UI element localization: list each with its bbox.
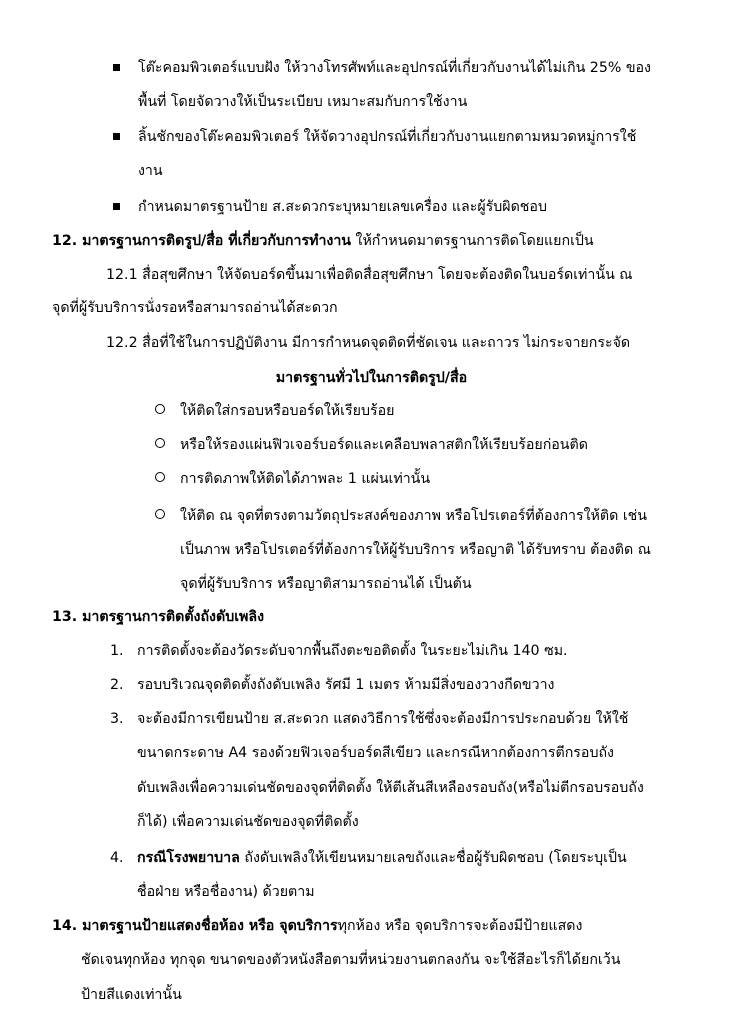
bullet-text: โต๊ะคอมพิวเตอร์แบบฝัง ให้วางโทรศัพท์และอุปกรณ์ที่เกี่ยวกับงานได้ไม่เกิน 25% ของ [138,60,651,76]
item-number: 3. [110,711,124,727]
hospital-case-label: กรณีโรงพยาบาล [137,850,240,866]
numbered-item-cont: ชื่อฝ่าย หรือชื่องาน) ด้วยตาม [137,884,315,900]
numbered-item-text [137,848,627,868]
section-12-heading: 12. มาตรฐานการติดรูป/สื่อ ที่เกี่ยวกับการทำงาน [52,233,352,249]
list-item-cont: จุดที่ผู้รับบริการ หรือญาติสามารถอ่านได้ เป็นต้น [180,576,472,592]
numbered-item-cont: ก็ได้) เพื่อความเด่นชัดของจุดที่ติดตั้ง [137,814,359,830]
paragraph-12-1: 12.1 สื่อสุขศึกษา ให้จัดบอร์ดขึ้นมาเพื่อติดสื่อสุขศึกษา โดยจะต้องติดในบอร์ดเท่านั้น ณ [106,267,633,283]
numbered-item-cont: ขนาดกระดาษ A4 รองด้วยฟิวเจอร์บอร์ดสีเขียว และกรณีหากต้องการตีกรอบถัง [137,745,614,761]
bullet-text: พื้นที่ โดยจัดวางให้เป็นระเบียบ เหมาะสมกับการใช้งาน [138,94,468,110]
section-14-heading-rest: ทุกห้อง หรือ จุดบริการจะต้องมีป้ายแสดง [337,918,583,934]
item-number: 2. [110,677,124,693]
list-item: การติดภาพให้ติดได้ภาพละ 1 แผ่นเท่านั้น [180,471,431,487]
section-12-heading-rest: ให้กำหนดมาตรฐานการติดโดยแยกเป็น [355,233,594,249]
list-item: หรือให้รองแผ่นฟิวเจอร์บอร์ดและเคลือบพลาสติกให้เรียบร้อยก่อนติด [180,437,588,453]
section-12-heading-line [52,231,594,251]
square-bullet-icon [113,133,120,140]
circle-bullet-icon [155,472,165,482]
paragraph-12-2: 12.2 สื่อที่ใช้ในการปฏิบัติงาน มีการกำหนดจุดติดที่ชัดเจน และถาวร ไม่กระจายกระจัด [106,335,631,351]
section-14-heading: 14. มาตรฐานป้ายแสดงชื่อห้อง หรือ จุดบริการ [52,918,338,934]
section-14-line [52,916,582,936]
section-13-heading: 13. มาตรฐานการติดตั้งถังดับเพลิง [52,609,265,625]
square-bullet-icon [113,64,120,71]
list-item-cont: เป็นภาพ หรือโปรเตอร์ที่ต้องการให้ผู้รับบริการ หรือญาติ ได้รับทราบ ต้องติด ณ [180,542,651,558]
bullet-text: งาน [138,163,163,179]
circle-bullet-icon [155,404,165,414]
numbered-item-text: การติดตั้งจะต้องวัดระดับจากพื้นถึงตะขอติดตั้ง ในระยะไม่เกิน 140 ซม. [137,643,568,659]
item-number: 4. [110,850,124,866]
section-14-text: ป้ายสีแดงเท่านั้น [81,987,182,1003]
numbered-item-text: จะต้องมีการเขียนป้าย ส.สะดวก แสดงวิธีการใช้ซึ่งจะต้องมีการประกอบด้วย ให้ใช้ [137,711,629,727]
bullet-text: ลิ้นชักของโต๊ะคอมพิวเตอร์ ให้จัดวางอุปกรณ์ที่เกี่ยวกับงานแยกตามหมวดหมู่การใช้ [138,129,637,145]
list-item: ให้ติดใส่กรอบหรือบอร์ดให้เรียบร้อย [180,403,395,419]
paragraph-12-1-cont: จุดที่ผู้รับบริการนั่งรอหรือสามารถอ่านได้สะดวก [52,300,338,316]
section-14-text: ชัดเจนทุกห้อง ทุกจุด ขนาดของตัวหนังสือตามที่หน่วยงานตกลงกัน จะใช้สีอะไรก็ได้ยกเว้น [81,952,621,968]
subtitle: มาตรฐานทั่วไปในการติดรูป/สื่อ [275,370,468,386]
bullet-text: กำหนดมาตรฐานป้าย ส.สะดวกระบุหมายเลขเครื่อง และผู้รับผิดชอบ [138,199,547,215]
hospital-case-text: ถังดับเพลิงให้เขียนหมายเลขถังและชื่อผู้รับผิดชอบ (โดยระบุเป็น [244,850,627,866]
item-number: 1. [110,643,124,659]
square-bullet-icon [113,203,120,210]
circle-bullet-icon [155,438,165,448]
numbered-item-cont: ดับเพลิงเพื่อความเด่นชัดของจุดที่ติดตั้ง ให้ตีเส้นสีเหลืองรอบถัง(หรือไม่ตีกรอบรอบถัง [137,780,644,796]
circle-bullet-icon [155,509,165,519]
numbered-item-text: รอบบริเวณจุดติดตั้งถังดับเพลิง รัศมี 1 เมตร ห้ามมีสิ่งของวางกีดขวาง [137,677,555,693]
list-item: ให้ติด ณ จุดที่ตรงตามวัตถุประสงค์ของภาพ หรือโปรเตอร์ที่ต้องการให้ติด เช่น [180,508,648,524]
